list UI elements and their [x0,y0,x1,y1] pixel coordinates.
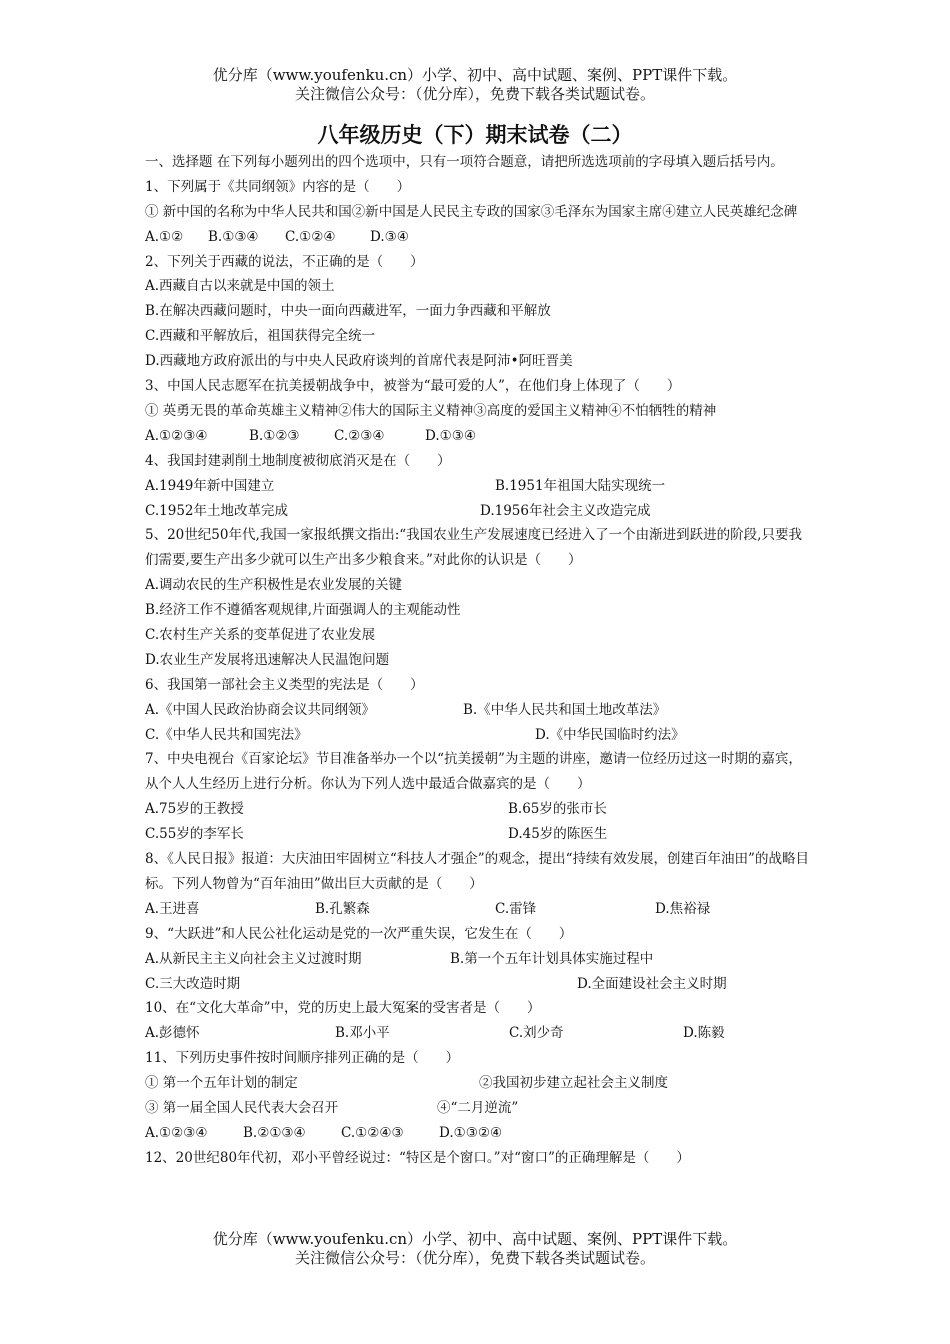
q10-option-b: B.邓小平 [335,1025,390,1042]
footer-line-1: 优分库（www.youfenku.cn）小学、初中、高中试题、案例、PPT课件下载。 [212,1230,738,1248]
q2-option-c: C.西藏和平解放后，祖国获得完全统一 [145,328,376,345]
q1-option-c: C.①②④ [285,228,336,245]
q9-option-c: C.三大改造时期 [145,975,241,992]
q4-option-c: C.1952年土地改革完成 [145,502,288,519]
q7-option-d: D.45岁的陈医生 [508,826,608,843]
q11-option-d: D.①③②④ [439,1124,503,1141]
q9-option-d: D.全面建设社会主义时期 [577,975,727,992]
q8-options [145,897,810,922]
q5-option-c: C.农村生产关系的变革促进了农业发展 [145,626,376,643]
q1-options [145,225,810,250]
q8-stem: 8、《人民日报》报道：大庆油田牢固树立“科技人才强企”的观念，提出“持续有效发展，创建百年油田”的战略目标。下列人物曾为“百年油田”做出巨大贡献的是（ ） [145,851,809,892]
exam-title: 八年级历史（下）期末试卷（二） [317,122,633,147]
q11-item-3: ③ 第一届全国人民代表大会召开 [145,1099,339,1116]
q11-stem: 11、下列历史事件按时间顺序排列正确的是（ ） [145,1050,460,1067]
page-footer [0,1230,950,1268]
q7-option-b: B.65岁的张市长 [508,801,607,818]
q8-option-b: B.孔繁森 [315,900,370,917]
q8-option-a: A.王进喜 [145,900,200,917]
q12-stem: 12、20世纪80年代初，邓小平曾经说过：“特区是个窗口。”对“窗口”的正确理解是（ ） [145,1149,690,1166]
section-intro: 一、选择题 在下列每小题列出的四个选项中，只有一项符合题意，请把所选选项前的字母填入题后括号内。 [145,154,784,170]
q1-text: ① 新中国的名称为中华人民共和国②新中国是人民民主专政的国家③毛泽东为国家主席④建立人民英雄纪念碑 [145,203,798,220]
q3-option-a: A.①②③④ [145,427,208,444]
q6-option-d: D.《中华民国临时约法》 [535,726,685,743]
q7-option-c: C.55岁的李军长 [145,826,244,843]
q5-option-a: A.调动农民的生产积极性是农业发展的关键 [145,577,403,594]
q8-option-c: C.雷锋 [495,900,537,917]
q4-options-row-1 [145,474,810,499]
q9-option-a: A.从新民主主义向社会主义过渡时期 [145,950,362,967]
q1-stem: 1、下列属于《共同纲领》内容的是（ ） [145,178,411,195]
q1-option-d: D.③④ [370,228,409,245]
q11-items-row-2 [145,1096,810,1121]
q10-stem: 10、在“文化大革命”中，党的历史上最大冤案的受害者是（ ） [145,1000,541,1017]
q2-stem: 2、下列关于西藏的说法，不正确的是（ ） [145,253,424,270]
q10-options [145,1021,810,1046]
q4-options-row-2 [145,499,810,524]
q9-options-row-2 [145,972,810,997]
q7-options-row-1 [145,797,810,822]
q6-option-c: C.《中华人民共和国宪法》 [145,726,308,743]
q8-option-d: D.焦裕禄 [655,900,711,917]
q10-option-a: A.彭德怀 [145,1025,200,1042]
q9-stem: 9、“大跃进”和人民公社化运动是党的一次严重失误，它发生在（ ） [145,925,573,942]
q3-stem: 3、中国人民志愿军在抗美援朝战争中，被誉为“最可爱的人”，在他们身上体现了（ ） [145,378,681,395]
q11-options [145,1121,810,1146]
q10-option-c: C.刘少奇 [509,1025,564,1042]
q4-option-b: B.1951年祖国大陆实现统一 [495,477,666,494]
q7-option-a: A.75岁的王教授 [145,801,244,818]
footer-line-2: 关注微信公众号：（优分库），免费下载各类试题试卷。 [294,1249,655,1267]
q6-option-a: A.《中国人民政治协商会议共同纲领》 [145,701,376,718]
header-line-2: 关注微信公众号：（优分库），免费下载各类试题试卷。 [294,85,655,103]
q1-option-b: B.①③④ [208,228,259,245]
q11-item-2: ②我国初步建立起社会主义制度 [479,1075,668,1092]
q4-option-d: D.1956年社会主义改造完成 [480,502,651,519]
q4-stem: 4、我国封建剥削土地制度被彻底消灭是在（ ） [145,452,451,469]
q7-options-row-2 [145,822,810,847]
page-header [0,66,950,104]
q6-option-b: B.《中华人民共和国土地改革法》 [463,701,667,718]
q11-item-4: ④“二月逆流” [437,1099,519,1116]
q11-option-a: A.①②③④ [145,1124,208,1141]
q11-option-c: C.①②④③ [341,1124,404,1141]
q1-option-a: A.①② [145,228,184,245]
q5-stem: 5、20世纪50年代,我国一家报纸撰文指出:“我国农业生产发展速度已经进入了一个由渐进到跃进的阶段,只要我们需要,要生产出多少就可以生产出多少粮食来。”对此你的认识是（ ） [145,527,802,569]
q3-options [145,424,810,449]
q3-text: ① 英勇无畏的革命英雄主义精神②伟大的国际主义精神③高度的爱国主义精神④不怕牺牲的精神 [145,402,717,419]
q11-item-1: ① 第一个五年计划的制定 [145,1075,298,1092]
q9-option-b: B.第一个五年计划具体实施过程中 [450,950,654,967]
q11-option-b: B.②①③④ [243,1124,306,1141]
q6-stem: 6、我国第一部社会主义类型的宪法是（ ） [145,676,424,693]
q5-option-b: B.经济工作不遵循客观规律,片面强调人的主观能动性 [145,602,461,619]
q2-option-a: A.西藏自古以来就是中国的领土 [145,278,335,295]
q9-options-row-1 [145,947,810,972]
header-line-1: 优分库（www.youfenku.cn）小学、初中、高中试题、案例、PPT课件下载。 [212,66,738,84]
q3-option-d: D.①③④ [425,427,476,444]
q6-options-row-1 [145,698,810,723]
q3-option-c: C.②③④ [334,427,385,444]
q11-items-row-1 [145,1071,810,1096]
q6-options-row-2 [145,723,810,748]
q7-stem: 7、中央电视台《百家论坛》节目准备举办一个以“抗美援朝”为主题的讲座，邀请一位经历过这一时期的嘉宾，从个人人生经历上进行分析。你认为下列人选中最适合做嘉宾的是（ ） [145,751,802,793]
q10-option-d: D.陈毅 [683,1025,725,1042]
q5-option-d: D.农业生产发展将迅速解决人民温饱问题 [145,651,390,668]
q2-option-d: D.西藏地方政府派出的与中央人民政府谈判的首席代表是阿沛•阿旺晋美 [145,353,573,370]
q2-option-b: B.在解决西藏问题时，中央一面向西藏进军，一面力争西藏和平解放 [145,303,551,320]
q4-option-a: A.1949年新中国建立 [145,477,275,494]
q3-option-b: B.①②③ [249,427,300,444]
exam-body [145,150,810,1171]
